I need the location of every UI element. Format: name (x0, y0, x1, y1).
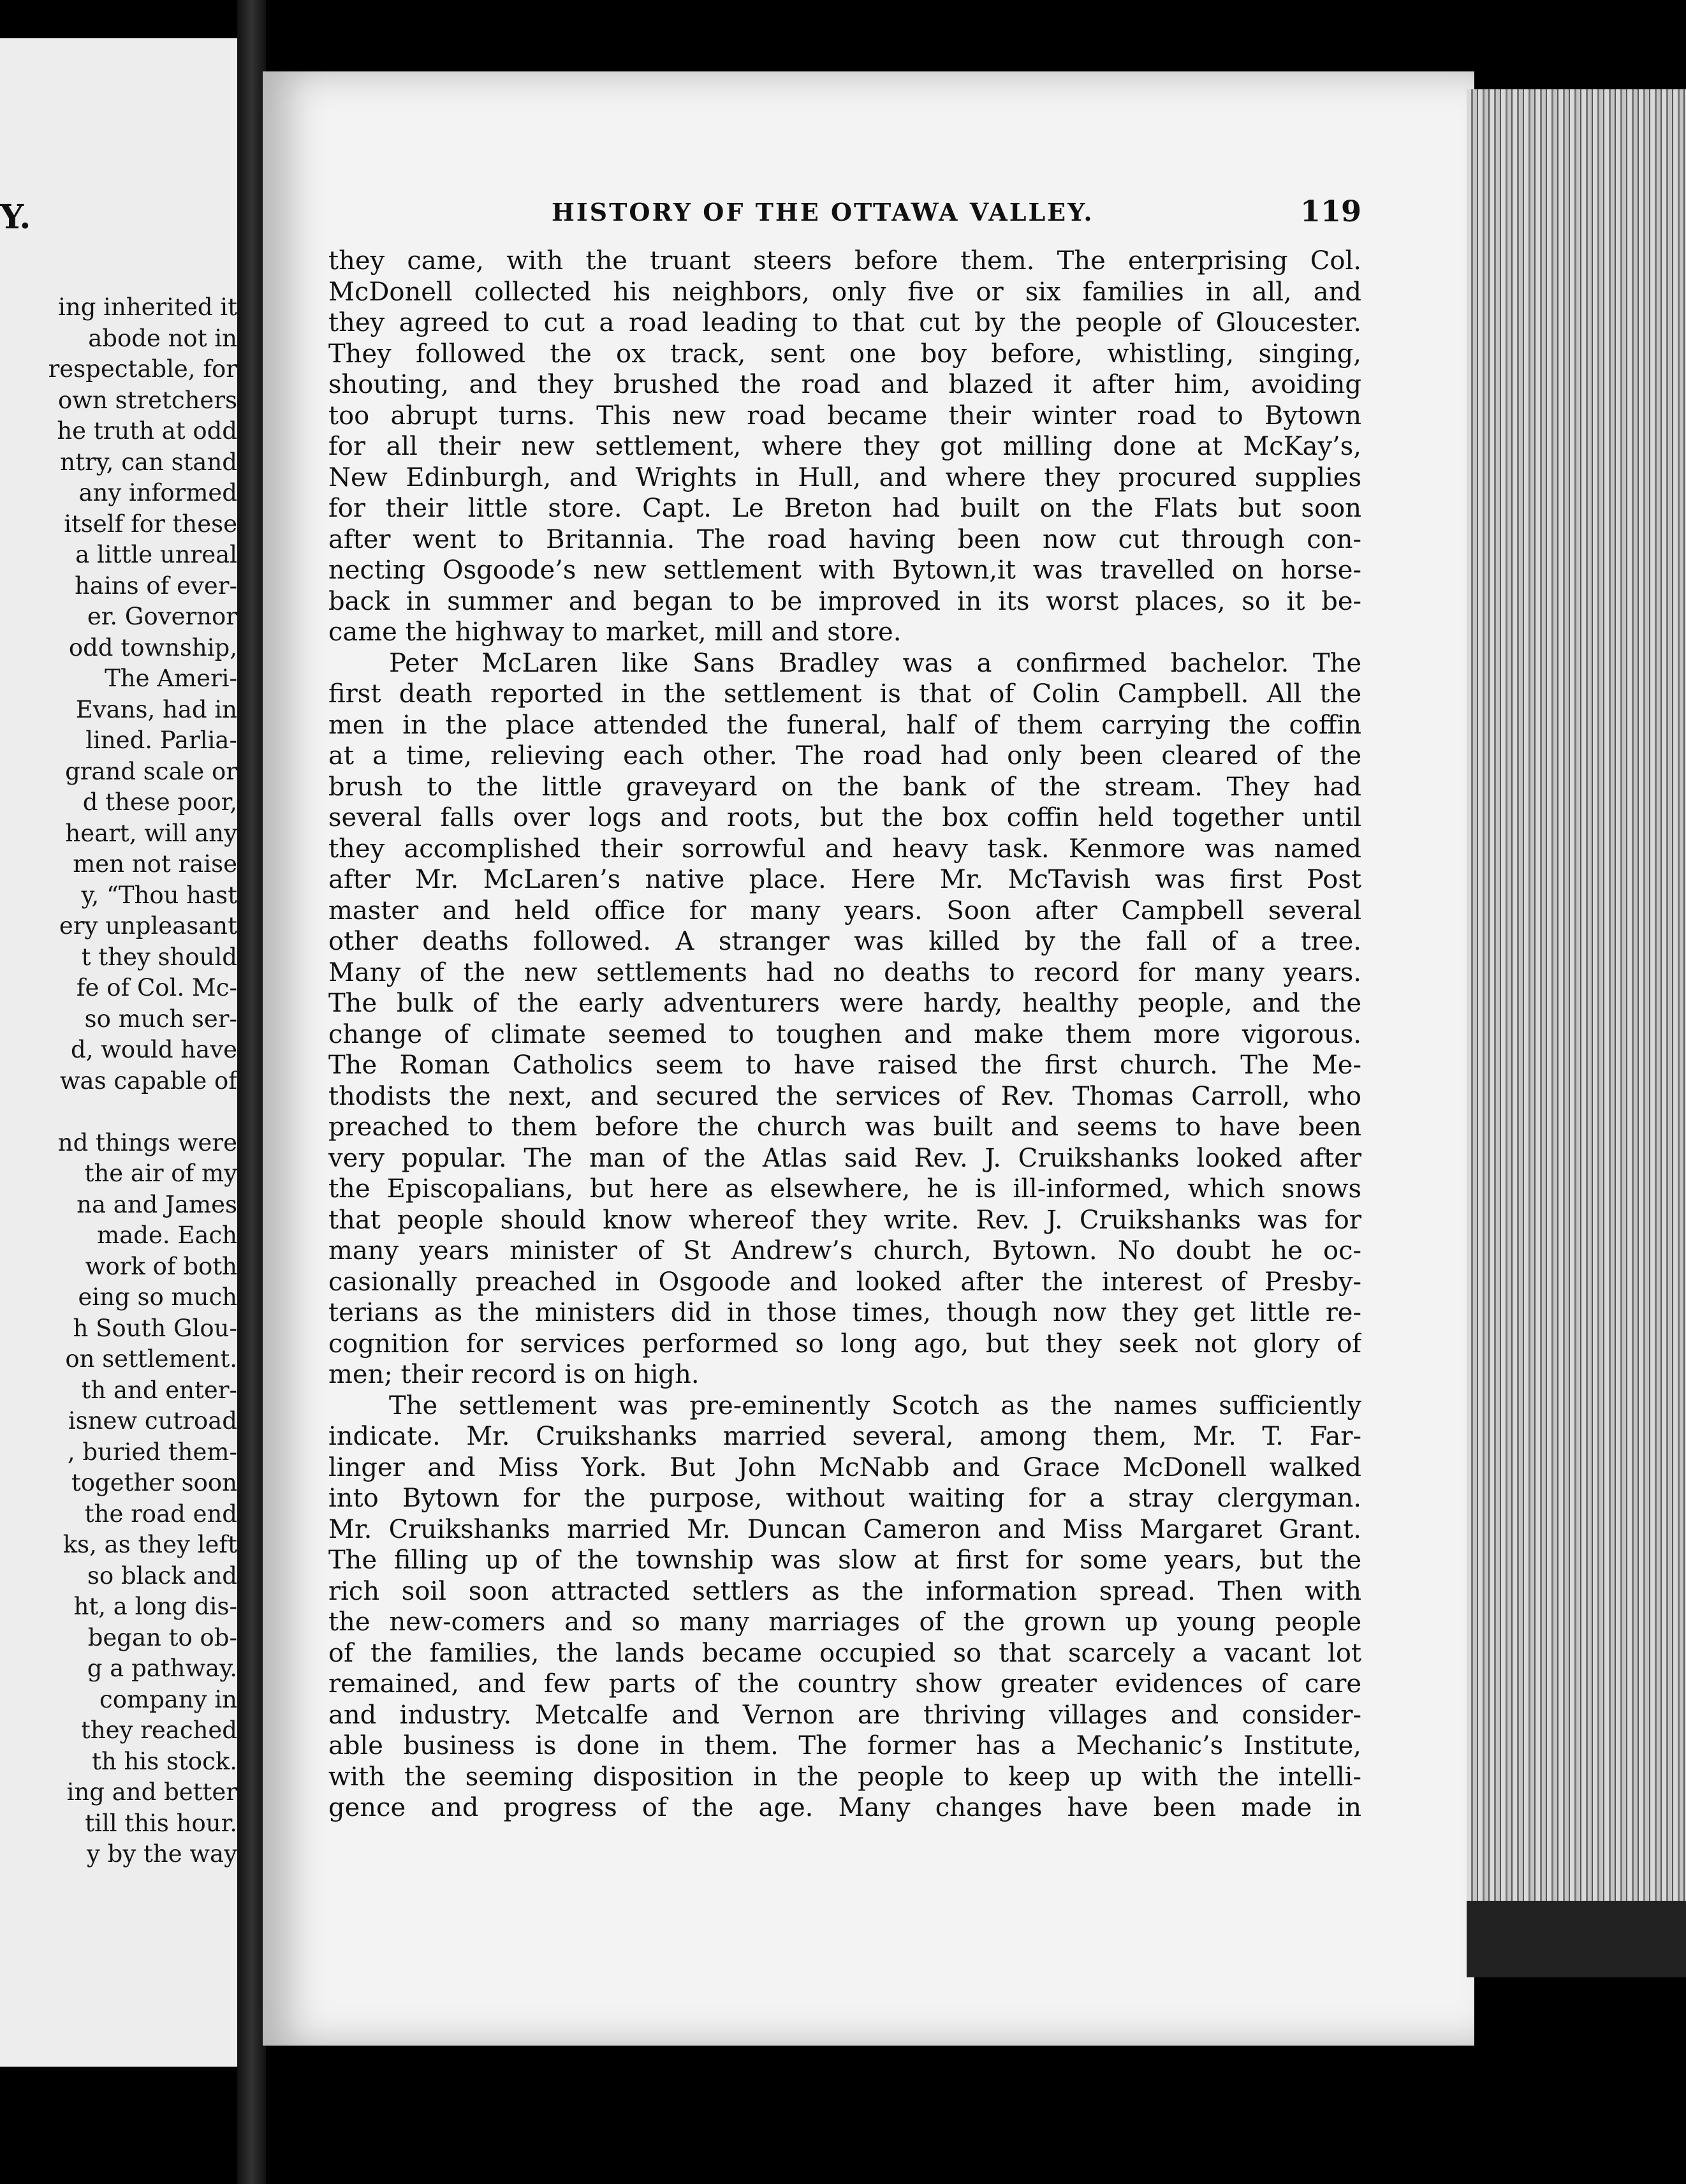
facing-page-line: eing so much (78, 1283, 237, 1311)
text-line: they agreed to cut a road leading to that cut by the people of Gloucester. (328, 308, 1361, 337)
facing-page-line: itself for these (64, 510, 237, 538)
text-line: change of climate seemed to toughen and make them more vigorous. (328, 1019, 1361, 1049)
facing-page-line: the road end (84, 1500, 237, 1528)
facing-page-header: Y. (0, 198, 31, 237)
facing-page-line: was capable of (59, 1066, 237, 1095)
facing-page-line: a little unreal (75, 541, 237, 568)
facing-page-line: heart, will any (65, 819, 237, 847)
facing-page-line: ntry, can stand (60, 448, 237, 476)
facing-page-line: made. Each (97, 1221, 237, 1249)
text-line: indicate. Mr. Cruikshanks married several, among them, Mr. T. Far- (328, 1422, 1361, 1451)
text-line: rich soil soon attracted settlers as the information spread. Then with (328, 1576, 1361, 1606)
facing-page-line: fe of Col. Mc- (76, 974, 237, 1001)
facing-page-line: Evans, had in (75, 695, 237, 723)
text-line: master and held office for many years. Soon after Campbell several (328, 896, 1361, 926)
facing-page-line: th his stock. (92, 1747, 237, 1775)
facing-page-line: began to ob- (87, 1623, 237, 1651)
text-line: necting Osgoode’s new settlement with Bytown,it was travelled on horse- (328, 556, 1361, 585)
text-line: Many of the new settlements had no deaths to record for many years. (328, 957, 1361, 987)
facing-page-line: so black and (87, 1561, 237, 1590)
facing-page-line: odd township, (68, 633, 237, 661)
facing-page-line: abode not in (88, 324, 237, 352)
text-line: the new-comers and so many marriages of the grown up young people (328, 1607, 1361, 1637)
facing-page-line: ks, as they left (62, 1531, 237, 1558)
facing-page-line: lined. Parlia- (85, 727, 237, 754)
text-line: Peter McLaren like Sans Bradley was a confirmed bachelor. The (389, 648, 1361, 678)
text-line: for their little store. Capt. Le Breton had built on the Flats but soon (328, 494, 1361, 523)
text-line: The filling up of the township was slow at first for some years, but the (328, 1546, 1361, 1575)
text-line: too abrupt turns. This new road became their winter road to Bytown (328, 401, 1361, 431)
text-line: The settlement was pre-eminently Scotch as the names sufficiently (389, 1391, 1361, 1420)
text-line: men in the place attended the funeral, half of them carrying the coffin (328, 710, 1361, 740)
text-line: they accomplished their sorrowful and heavy task. Kenmore was named (328, 834, 1361, 864)
text-line: very popular. The man of the Atlas said Rev. J. Cruikshanks looked after (328, 1143, 1361, 1173)
text-line: thodists the next, and secured the services of Rev. Thomas Carroll, who (328, 1081, 1361, 1111)
page-edges-shadow (1467, 1901, 1686, 1977)
facing-page-line: so much ser- (84, 1005, 237, 1033)
text-line: for all their new settlement, where they got milling done at McKay’s, (328, 432, 1361, 461)
facing-page-line: own stretchers (58, 386, 237, 414)
facing-page-line: men not raise (73, 850, 237, 878)
facing-page-line: , buried them- (67, 1438, 237, 1466)
text-line: several falls over logs and roots, but the box coffin held together until (328, 803, 1361, 832)
page-edges (1467, 89, 1686, 1914)
facing-page-line: any informed (78, 479, 237, 506)
facing-page-line: he truth at odd (57, 417, 237, 445)
facing-page-line: h South Glou- (73, 1314, 237, 1342)
text-line: first death reported in the settlement is that of Colin Campbell. All the (328, 679, 1361, 709)
facing-page-line: isnew cutroad (68, 1407, 237, 1435)
text-line: after Mr. McLaren’s native place. Here Mr. McTavish was first Post (328, 865, 1361, 894)
text-line: They followed the ox track, sent one boy before, whistling, singing, (328, 339, 1361, 369)
facing-page-gap (0, 1096, 249, 1128)
text-line: remained, and few parts of the country show greater evidences of care (328, 1669, 1361, 1699)
facing-page-line: th and enter- (81, 1376, 237, 1404)
text-line: New Edinburgh, and Wrights in Hull, and where they procured supplies (328, 462, 1361, 492)
text-line: with the seeming disposition in the people to keep up with the intelli- (328, 1762, 1361, 1792)
facing-page-line: g a pathway. (87, 1655, 237, 1682)
book-gutter (237, 0, 266, 2184)
text-line: the Episcopalians, but here as elsewhere, he is ill-informed, which snows (328, 1174, 1361, 1204)
text-line: of the families, the lands became occupied so that scarcely a vacant lot (328, 1638, 1361, 1668)
text-line: at a time, relieving each other. The road had only been cleared of the (328, 741, 1361, 771)
facing-page-line: y by the way (86, 1840, 237, 1868)
facing-page-line: ing inherited it (58, 293, 237, 321)
facing-page-line: till this hour. (85, 1809, 237, 1837)
text-line: came the highway to market, mill and store. (328, 617, 902, 647)
text-line: McDonell collected his neighbors, only five or six families in all, and (328, 277, 1361, 307)
text-line: and industry. Metcalfe and Vernon are thriving villages and consider- (328, 1700, 1361, 1730)
facing-page-line: they reached (80, 1716, 237, 1744)
facing-page-line: The Ameri- (105, 665, 237, 692)
facing-page-line: y, “Thou hast (81, 881, 237, 909)
facing-page-line: ht, a long dis- (73, 1593, 237, 1620)
facing-page-line: t they should (81, 943, 237, 971)
facing-page-line: the air of my (84, 1160, 237, 1187)
text-line: cognition for services performed so long ago, but they seek not glory of (328, 1329, 1361, 1359)
facing-page-line: work of both (85, 1252, 237, 1280)
text-line: gence and progress of the age. Many changes have been made in (328, 1793, 1361, 1822)
text-line: many years minister of St Andrew’s church, Bytown. No doubt he oc- (328, 1236, 1361, 1265)
text-line: men; their record is on high. (328, 1360, 700, 1389)
text-line: back in summer and began to be improved in its worst places, so it be- (328, 586, 1361, 616)
text-line: after went to Britannia. The road having been now cut through con- (328, 524, 1361, 554)
text-line: brush to the little graveyard on the bank of the stream. They had (328, 772, 1361, 802)
text-line: able business is done in them. The former has a Mechanic’s Institute, (328, 1731, 1361, 1760)
facing-page-line: d these poor, (82, 788, 237, 816)
text-line: The Roman Catholics seem to have raised the first church. The Me- (328, 1051, 1361, 1080)
facing-page-line: on settlement. (65, 1345, 237, 1373)
running-head (328, 194, 1361, 236)
facing-page-line: nd things were (57, 1128, 237, 1156)
facing-page-line: hains of ever- (75, 572, 237, 600)
facing-page-line: ery unpleasant (59, 912, 237, 940)
text-line: they came, with the truant steers before them. The enterprising Col. (328, 246, 1361, 276)
text-line: shouting, and they brushed the road and blazed it after him, avoiding (328, 370, 1361, 399)
text-line: Mr. Cruikshanks married Mr. Duncan Cameron and Miss Margaret Grant. (328, 1514, 1361, 1544)
facing-page-line: grand scale or (65, 757, 237, 785)
facing-page (0, 38, 253, 2067)
page-number: 119 (1300, 194, 1361, 228)
text-line: The bulk of the early adventurers were hardy, healthy people, and the (328, 989, 1361, 1018)
text-line: preached to them before the church was built and seems to have been (328, 1112, 1361, 1142)
text-line: other deaths followed. A stranger was killed by the fall of a tree. (328, 927, 1361, 956)
facing-page-line: na and James (77, 1190, 237, 1218)
body-text (328, 246, 1361, 1824)
facing-page-line: er. Governor (87, 603, 237, 630)
running-title: HISTORY OF THE OTTAWA VALLEY. (552, 198, 1094, 226)
text-line: casionally preached in Osgoode and looked after the interest of Presby- (328, 1267, 1361, 1297)
facing-page-line: ing and better (66, 1778, 237, 1806)
text-line: into Bytown for the purpose, without waiting for a stray clergyman. (328, 1484, 1361, 1513)
text-line: that people should know whereof they write. Rev. J. Cruikshanks was for (328, 1205, 1361, 1235)
facing-page-line: together soon (71, 1469, 237, 1496)
facing-page-line: respectable, for (48, 355, 237, 383)
facing-page-text (0, 292, 249, 1870)
facing-page-line: d, would have (71, 1036, 237, 1063)
text-line: linger and Miss York. But John McNabb and Grace McDonell walked (328, 1452, 1361, 1482)
text-line: terians as the ministers did in those times, though now they get little re- (328, 1298, 1361, 1327)
facing-page-line: company in (99, 1685, 237, 1713)
